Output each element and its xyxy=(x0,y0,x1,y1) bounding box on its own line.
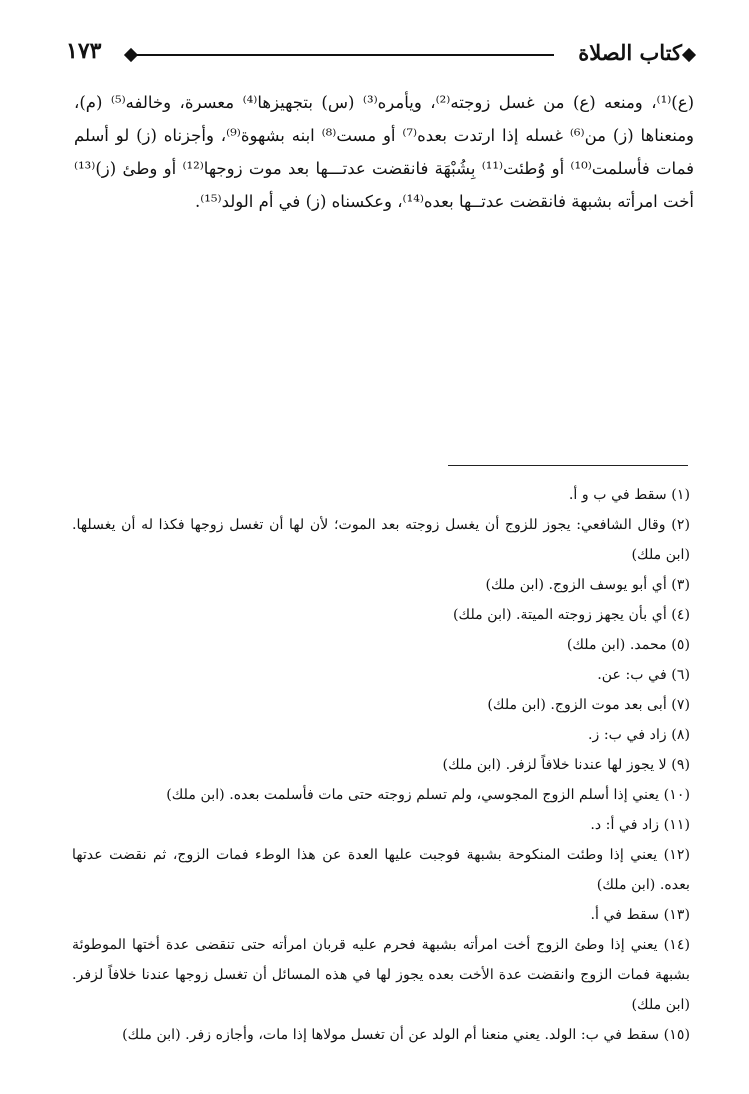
chapter-title: كتاب الصلاة xyxy=(578,40,682,65)
footnote-number: (١٠) xyxy=(663,787,690,803)
footnote-item xyxy=(72,750,690,780)
main-paragraph: (ع)⁽¹⁾، ومنعه (ع) من غسل زوجته⁽²⁾، ويأمره⁽³⁾ (س) بتجهيزها⁽⁴⁾ معسرة، وخالفه⁽⁵⁾ (م)، ومنعناها (ز) من⁽⁶⁾ غسله إذا ارتدت بعده⁽⁷⁾ أو مست⁽⁸⁾ ابنه بشهوة⁽⁹⁾، وأجزناه (ز) لو أسلم فمات فأسلمت⁽¹⁰⁾ أو وُطئت⁽¹¹⁾ بِشُبْهَة فانقضت عدتـــها بعد موت زوجها⁽¹²⁾ أو وطئ (ز)⁽¹³⁾ أخت امرأته بشبهة فانقضت عدتــها بعده⁽¹⁴⁾، وعكسناه (ز) في أم الولد⁽¹⁵⁾. xyxy=(74,93,695,211)
footnote-number: (٥) xyxy=(671,637,690,653)
footnote-text: يعني إذا وطئت المنكوحة بشبهة فوجبت عليها العدة عن هذا الوطء فمات الزوج، ثم نقضت عدتها بعده. (ابن ملك) xyxy=(72,847,690,893)
footnote-number: (١٤) xyxy=(663,937,690,953)
footnote-text: سقط في أ. xyxy=(590,907,660,923)
footnote-item xyxy=(72,660,690,690)
footnote-text: أي أبو يوسف الزوج. (ابن ملك) xyxy=(485,577,667,593)
footnote-number: (١١) xyxy=(663,817,690,833)
footnote-text: يعني إذا وطئ الزوج أخت امرأته بشبهة فحرم عليه قربان امرأته حتى تنقضى عدة أختها الموطوئة بشبهة فمات الزوج وانقضت عدة الأخت بعده يجوز لها في هذه المسائل أن تغسل زوجها عندنا خلافاً لزفر. (ابن ملك) xyxy=(72,937,690,1013)
footnote-item xyxy=(72,810,690,840)
footnote-text: وقال الشافعي: يجوز للزوج أن يغسل زوجته بعد الموت؛ لأن لها أن تغسل زوجها فكذا له أن يغسلها. (ابن ملك) xyxy=(72,517,690,563)
footnote-number: (٨) xyxy=(671,727,690,743)
footnote-text: أي بأن يجهز زوجته الميتة. (ابن ملك) xyxy=(452,607,667,623)
footnote-item xyxy=(72,690,690,720)
footnote-item xyxy=(72,510,690,570)
footnote-number: (٩) xyxy=(671,757,690,773)
footnote-text: في ب: عن. xyxy=(597,667,667,683)
page-number: ١٧٣ xyxy=(66,38,102,64)
footnote-number: (١) xyxy=(671,487,690,503)
footnote-text: لا يجوز لها عندنا خلافاً لزفر. (ابن ملك) xyxy=(442,757,667,773)
footnote-text: محمد. (ابن ملك) xyxy=(566,637,667,653)
footnote-number: (٤) xyxy=(671,607,690,623)
footnote-number: (١٢) xyxy=(663,847,690,863)
header-rule xyxy=(136,54,554,56)
footnote-number: (٦) xyxy=(671,667,690,683)
footnote-number: (٧) xyxy=(671,697,690,713)
footnote-number: (١٥) xyxy=(663,1027,690,1043)
main-body-text xyxy=(74,86,694,218)
footnote-text: زاد في ب: ز. xyxy=(588,727,667,743)
footnote-item xyxy=(72,1020,690,1050)
footnote-item xyxy=(72,900,690,930)
footnote-number: (٣) xyxy=(671,577,690,593)
footnotes-list xyxy=(72,480,690,1050)
header-ornament-right xyxy=(682,48,696,62)
footnote-number: (١٣) xyxy=(663,907,690,923)
footnote-item xyxy=(72,480,690,510)
footnote-item xyxy=(72,600,690,630)
footnote-text: سقط في ب و أ. xyxy=(568,487,667,503)
footnote-text: سقط في ب: الولد. يعني منعنا أم الولد عن أن تغسل مولاها إذا مات، وأجازه زفر. (ابن ملك) xyxy=(122,1027,660,1043)
footnote-separator xyxy=(448,465,688,466)
footnote-text: أبى بعد موت الزوج. (ابن ملك) xyxy=(487,697,667,713)
footnote-text: زاد في أ: د. xyxy=(590,817,660,833)
footnote-item xyxy=(72,840,690,900)
footnote-item xyxy=(72,930,690,1020)
footnote-item xyxy=(72,720,690,750)
header-ornament-left xyxy=(124,48,138,62)
footnote-number: (٢) xyxy=(671,517,690,533)
footnote-item xyxy=(72,570,690,600)
footnote-item xyxy=(72,780,690,810)
footnote-item xyxy=(72,630,690,660)
page-header xyxy=(66,38,694,74)
footnote-text: يعني إذا أسلم الزوج المجوسي، ولم تسلم زوجته حتى مات فأسلمت بعده. (ابن ملك) xyxy=(166,787,660,803)
